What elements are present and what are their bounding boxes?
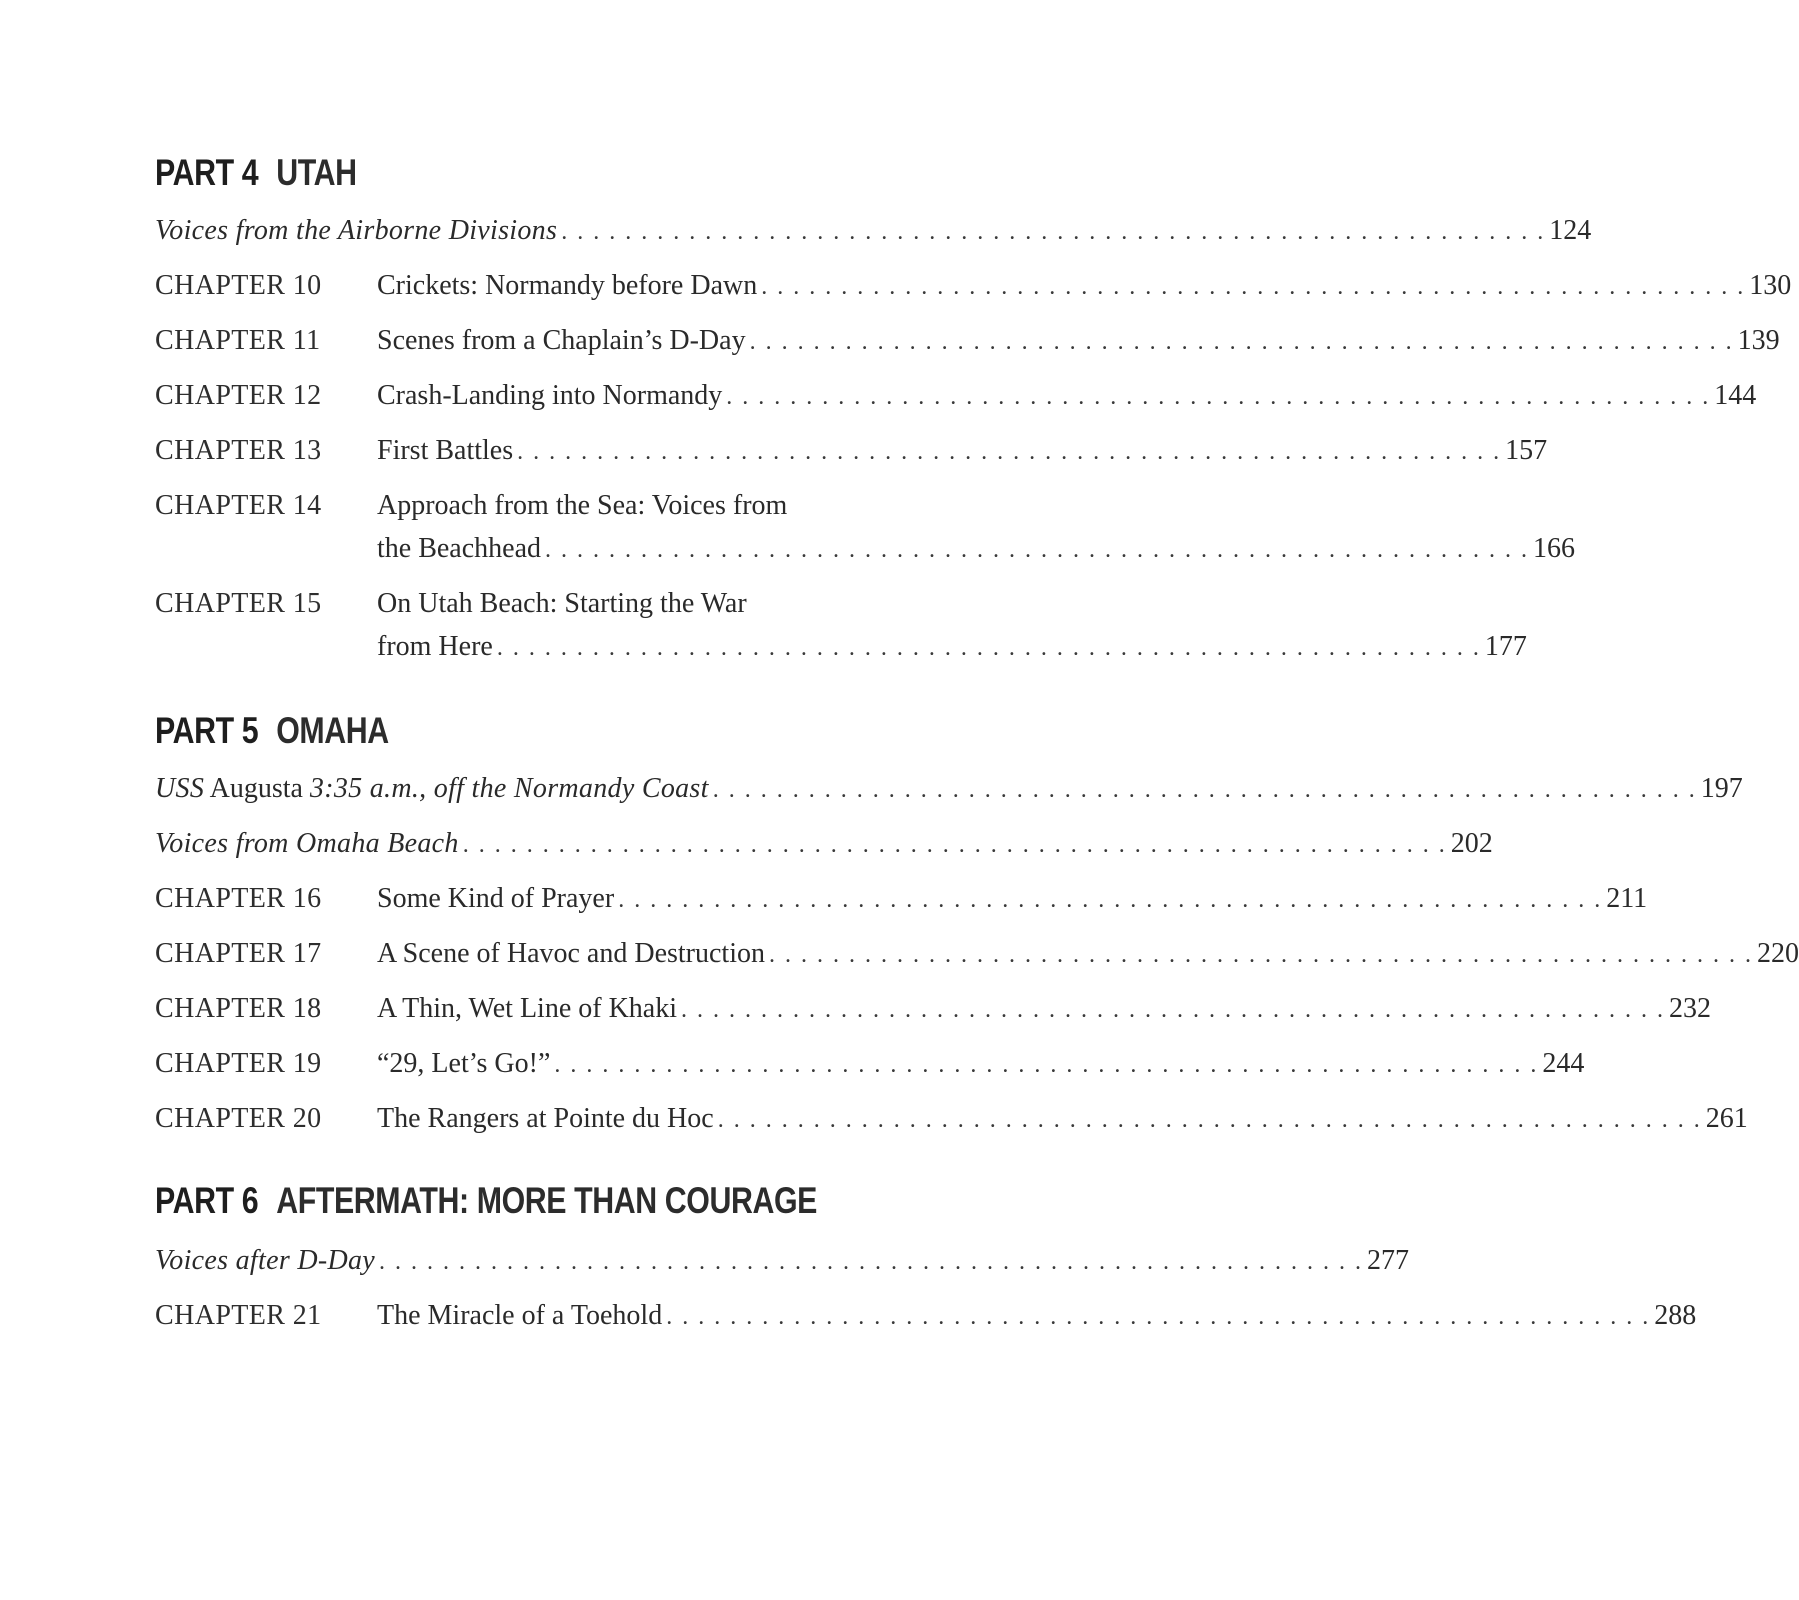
toc-entry[interactable] (155, 1047, 1585, 1081)
page-number: 139 (1737, 325, 1780, 356)
chapter-label: CHAPTER 18 (155, 993, 322, 1024)
dot-leader: . . . . . . . . . . . . . . . . . . . . . . . . . . . . . . . . . . . . . . . . . . . . . . . . . . . . . . . . . . . . . . (761, 274, 1746, 300)
toc-entry[interactable] (155, 882, 1648, 916)
toc-entry[interactable] (155, 992, 1712, 1026)
dot-leader: . . . . . . . . . . . . . . . . . . . . . . . . . . . . . . . . . . . . . . . . . . . . . . . . . . . . . . . . . . . . . . (462, 832, 1447, 858)
part-title: OMAHA (276, 710, 389, 751)
dot-leader: . . . . . . . . . . . . . . . . . . . . . . . . . . . . . . . . . . . . . . . . . . . . . . . . . . . . . . . . . . . . . . (496, 635, 1481, 661)
toc-entry[interactable] (155, 489, 1576, 567)
toc-entry[interactable] (155, 434, 1548, 468)
dot-leader: . . . . . . . . . . . . . . . . . . . . . . . . . . . . . . . . . . . . . . . . . . . . . . . . . . . . . . . . . . . . . . (769, 942, 1753, 968)
part-title: UTAH (276, 152, 357, 193)
page-number: 144 (1714, 380, 1757, 411)
toc-entry[interactable] (155, 1299, 1697, 1333)
entry-title: First Battles (377, 435, 514, 466)
entry-title-line1: Approach from the Sea: Voices from (377, 490, 788, 521)
chapter-label: CHAPTER 21 (155, 1300, 322, 1331)
entry-title-line1: On Utah Beach: Starting the War (377, 588, 747, 619)
part-heading (155, 150, 357, 196)
dot-leader: . . . . . . . . . . . . . . . . . . . . . . . . . . . . . . . . . . . . . . . . . . . . . . . . . . . . . . . . . . . . . . (554, 1052, 1539, 1078)
part-title: AFTERMATH: MORE THAN COURAGE (276, 1180, 818, 1221)
page-number: 244 (1542, 1048, 1585, 1079)
entry-title: The Miracle of a Toehold (377, 1300, 663, 1331)
page-number: 277 (1367, 1245, 1410, 1276)
toc-entry[interactable] (155, 214, 1592, 248)
page-number: 261 (1705, 1103, 1748, 1134)
entry-title: “29, Let’s Go!” (377, 1048, 551, 1079)
dot-leader: . . . . . . . . . . . . . . . . . . . . . . . . . . . . . . . . . . . . . . . . . . . . . . . . . . . . . . . . . . . . . . (666, 1304, 1651, 1330)
dot-leader: . . . . . . . . . . . . . . . . . . . . . . . . . . . . . . . . . . . . . . . . . . . . . . . . . . . . . . . . . . . . . . (726, 384, 1711, 410)
ship-name: Augusta (209, 773, 303, 804)
entry-title: Voices from Omaha Beach (155, 828, 459, 859)
page-number: 157 (1505, 435, 1548, 466)
page-number: 202 (1450, 828, 1493, 859)
page-number: 124 (1549, 215, 1592, 246)
dot-leader: . . . . . . . . . . . . . . . . . . . . . . . . . . . . . . . . . . . . . . . . . . . . . . . . . . . . . . . . . . . . . . (545, 537, 1530, 563)
entry-title: Scenes from a Chaplain’s D-Day (377, 325, 746, 356)
chapter-label: CHAPTER 13 (155, 435, 322, 466)
page-number: 166 (1533, 533, 1576, 564)
entry-title: A Thin, Wet Line of Khaki (377, 993, 678, 1024)
page-number: 197 (1700, 773, 1743, 804)
dot-leader: . . . . . . . . . . . . . . . . . . . . . . . . . . . . . . . . . . . . . . . . . . . . . . . . . . . . . . . . . . . . . . (517, 439, 1502, 465)
chapter-label: CHAPTER 19 (155, 1048, 322, 1079)
entry-title: The Rangers at Pointe du Hoc (377, 1103, 714, 1134)
toc-entry[interactable] (155, 324, 1780, 358)
dot-leader: . . . . . . . . . . . . . . . . . . . . . . . . . . . . . . . . . . . . . . . . . . . . . . . . . . . . . . . . . . . . . . (717, 1107, 1702, 1133)
page-number: 220 (1757, 938, 1799, 969)
toc-entry[interactable] (155, 827, 1493, 861)
chapter-label: CHAPTER 15 (155, 588, 322, 619)
chapter-label: CHAPTER 16 (155, 883, 322, 914)
ship-prefix: USS (155, 773, 205, 804)
part-label: PART 6 (155, 1180, 259, 1221)
dot-leader: . . . . . . . . . . . . . . . . . . . . . . . . . . . . . . . . . . . . . . . . . . . . . . . . . . . . . . . . . . . . . . (379, 1249, 1364, 1275)
dot-leader: . . . . . . . . . . . . . . . . . . . . . . . . . . . . . . . . . . . . . . . . . . . . . . . . . . . . . . . . . . . . . . (712, 777, 1697, 803)
part-heading (155, 1178, 817, 1224)
toc-entry[interactable] (155, 937, 1799, 971)
entry-title: Crash-Landing into Normandy (377, 380, 723, 411)
chapter-label: CHAPTER 20 (155, 1103, 322, 1134)
chapter-label: CHAPTER 14 (155, 490, 322, 521)
toc-entry[interactable] (155, 1102, 1748, 1136)
entry-title: from Here (377, 631, 493, 662)
part-label: PART 5 (155, 710, 259, 751)
toc-entry[interactable] (155, 772, 1743, 806)
toc-entry[interactable] (155, 1244, 1410, 1278)
chapter-label: CHAPTER 11 (155, 325, 321, 356)
entry-title: Voices after D-Day (155, 1245, 376, 1276)
entry-title: A Scene of Havoc and Destruction (377, 938, 765, 969)
toc-entry[interactable] (155, 587, 1527, 665)
entry-title: Crickets: Normandy before Dawn (377, 270, 758, 301)
dot-leader: . . . . . . . . . . . . . . . . . . . . . . . . . . . . . . . . . . . . . . . . . . . . . . . . . . . . . . . . . . . . . . (618, 887, 1603, 913)
dot-leader: . . . . . . . . . . . . . . . . . . . . . . . . . . . . . . . . . . . . . . . . . . . . . . . . . . . . . . . . . . . . . . (681, 997, 1666, 1023)
chapter-label: CHAPTER 12 (155, 380, 322, 411)
dot-leader: . . . . . . . . . . . . . . . . . . . . . . . . . . . . . . . . . . . . . . . . . . . . . . . . . . . . . . . . . . . . . . (749, 329, 1734, 355)
page-number: 211 (1606, 883, 1648, 914)
chapter-label: CHAPTER 10 (155, 270, 322, 301)
part-heading (155, 708, 389, 754)
toc-entry[interactable] (155, 379, 1757, 413)
entry-title (155, 772, 709, 806)
entry-title: Some Kind of Prayer (377, 883, 615, 914)
page-number: 177 (1484, 631, 1527, 662)
entry-title-rest: 3:35 a.m., off the Normandy Coast (309, 773, 709, 804)
entry-title: Voices from the Airborne Divisions (155, 215, 558, 246)
page-number: 288 (1654, 1300, 1697, 1331)
dot-leader: . . . . . . . . . . . . . . . . . . . . . . . . . . . . . . . . . . . . . . . . . . . . . . . . . . . . . . . . . . . . . . (561, 219, 1546, 245)
page-number: 232 (1669, 993, 1712, 1024)
page-number: 130 (1749, 270, 1792, 301)
part-label: PART 4 (155, 152, 259, 193)
entry-title: the Beachhead (377, 533, 542, 564)
toc-entry[interactable] (155, 269, 1792, 303)
chapter-label: CHAPTER 17 (155, 938, 322, 969)
